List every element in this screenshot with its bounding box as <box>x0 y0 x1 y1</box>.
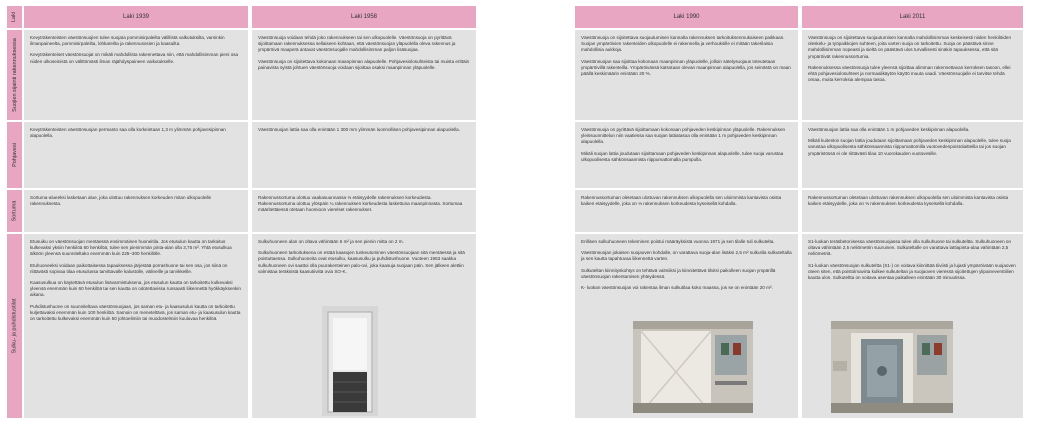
cell-2011-location: Väestönsuoja on sijoitettava suojautumisen kannalta mahdollisimman keskeisesti niiden henkilöiden oleskelu- ja työpaikkojen suhteen, joita varten suoja on tarkoitettu. Suoja on päästävä sinne mahdollisimman nopeasti ja sieltä on päästävä ulos turvallisesti sinäkin tapauksessa, että sitä ympäröivät rakennussortumia. Rakennuksessa väestönsuoja tulee yleensä sijoittaa alimman rakennettavan kerroksen tasoon, ellei ehtä pohjavesiolosuhteet ja normaalikäytön käyttö muuta vaadi. Väestönsuojalle ei tarvitse tehdä omaa, muita kerroksia alempaa tasoa. <box>802 30 1023 120</box>
cell-1939-airlock: Etusuiku on väestönsuojan mentäessä ensimmäinen huoneitila. Jos etusulun kautta on tarkoitus kulkevaksi yksiin henkilöä 60 henkilöä, tulee sen pienimmän pinta-alan olla 3,75 m². Yhtä etusulkua älköön yleensä suunniteltako enemmän kuin 225–300 henkilölle. Etuhuoneeksi voidaan paikottaisessa tapauksessa järjestää porrashuone tai sen osa, jos siinä on riittävästi sopivaa tilaa etusulussa tarvittavalle kalustolle, välineille ja tarvikkeille. Kaasusulkua on käytettävä etusulun lisävarmistuksena, jos etusulun kautta on tarkoitettu kulkevaksi yleensä enemmän kuin 60 henkilöä tai sen kautta on odotettavissa runsaasti liikennettä hyökkäyksenkin aikana. Puhdistushuone on suunniteltava väestönsuojaan, jos saman etu- ja kaasusulun kautta on tarkoitettu kuljettavaksi enemmän kuin 100 henkilöä. Samoin on meneteltävä, jos saman etu- ja kaasusulun kautta on tarkoitettu kulkevaksi enemmän kuin 50 johtoelimiin tai muodostelmiin kuuluvaa henkilöä. <box>24 234 248 418</box>
column-header-1990: Laki 1990 <box>575 6 798 28</box>
cell-2011-airlock: S1-luokan teräsbetonisessa väestönsuojassa tulee olla sulkuhuone tai sulkuteltta. Sulkuhuoneen on oltava vähintään 2,5 neliömetrin suuruinen. Sulkuteltalle on varattava lattiapinta-alaa vähintään 2,5 neliömetriä. S1-luokan väestönsuojan sulkuteltta (S1-) on voitava kiinnittää tiiviisti ja lujasti ympäröivään suojaoven oteen siten, että poistolmavirta kulkee sulkuteltan ja suojaoven vieressä sijoitettujen ylipaineventtiilien kautta ulos. Sulkuteltta on voitava asentaa paikalleen enintään 30 minuutissa. <box>802 234 1023 418</box>
photo-shelter-door-1958 <box>322 306 378 416</box>
cell-1958-location: Väestönsuoja voidaan tehdä joko rakennukseen tai sen ulkopuolelle. Väestönsuoja on pyrittävä sijoittamaan rakennuksessa sellaiseen kohtaan, että väestönsuojan yläpuolella oleva rakennus ja ympäröivä maaperä antavat väestönsuojalle mahdollisimman paljon lisäsuojaa. Väestönsuoja on sijoitettava kokonaan maanpinnan alapuolelle. Pohjavesiolosuhteista tai muista erittäin painavista syistä johtuen väestönsuoja voidaan sijoittaa osaksi maanpinnan yläpuolelle. <box>252 30 476 120</box>
photo-airlock-tent-1990 <box>633 321 753 413</box>
cell-2011-groundwater: Väestönsuojan lattia saa olla enintään 1 m pohjaveden keskipinnan alapuolella. Mikäli kuitenkin suojan lattia joudutaan sijoittamaan pohjaveden keskipinnan alapuolelle, tulee suoja varustaa ulkopuolisesta sähkönsaannista riippumattomilla vuotovedenpoistolaitteilla tai jos suojan ympäristössä ei ole riittävästi tilaa 10 vuorokauden vuotovesille. <box>802 122 1023 188</box>
cell-1958-groundwater: Väestönsuojan lattia saa olla enintään 1 300 mm ylimmän luonnollisen pohjavesipinnan alapuolella. <box>252 122 476 188</box>
row-label-airlock: Sulku- ja puhdistustilat <box>7 234 22 418</box>
row-label-groundwater: Pohjavesi <box>7 122 22 188</box>
cell-1939-groundwater: Kevyträkenteisten väestönsuojan permanto saa olla korkeintaan 1,3 m ylimmän pohjavesipinnan alapuolella. <box>24 122 248 188</box>
side-header-label: Laki <box>11 11 18 23</box>
cell-1958-airlock: Sulkuhuoneen alan on oltava vähintään 5 m² ja sen pienin mitta on 2 m. Sulkuhuoneen tarkoituksena on estää kaasujen tunkeutuminen väestönsuojaan sitä mentäessä ja sitä poistuttaessa. Sulkuhuoneita ovat etusulku, kaasusulku ja puhdistushuone. Vuoteen 1963 saakka sulkuhuoneen ovi saattoi olla puurakenteinen palo-ovi, joka kaasuja suojaan päin. Sen jälkeen alettiin valmistaa teräksistä kaasutiiviitä ovia SO-K. <box>252 234 476 418</box>
left-page <box>7 6 493 418</box>
column-header-1939: Laki 1939 <box>24 6 248 28</box>
cell-2011-collapse: Rakennussortuman oletetaan ulottuvan rakennuksen ulkopuolella sen uloimmista kantavista osista kaiken etäisyydelle, joka on ⅓ rakennuksen korkeudesta kyseisellä kohdalla. <box>802 190 1023 232</box>
cell-1939-collapse: Sortuma-alueeksi lasketaan alue, joka ulottuu rakennuksen korkeuden mitan ulkopuolelle rakennuksesta. <box>24 190 248 232</box>
cell-1990-location: Väestönsuoja on sijoitettava suojautumisen kannalta rakennuksen tarkoituksenmukaiseen paikkaan. Suojan ympäröivien rakenteiden ulkopuolelle ei rakennella ja verhouksille ei mitään takerilaisia mahdollisia aukkoja. Väestönsuojan saa sijoittaa kokonaan maanpinnan yläpuolelle, jolloin sätelysuojaus toteutetaan ympäröivillä rakenteilla. Ympäröivässä katsotaan olevan maanpinnan alapuolella, jos seinästä on maan päällä keskimäärin enintään 20 %. <box>575 30 798 120</box>
side-header <box>7 6 22 28</box>
row-label-collapse: Sortuma <box>7 190 22 232</box>
cell-1990-collapse: Rakennussortuman oletetaan ulottuvan rakennuksen ulkopuolella sen uloimmista kantavista osista kaiken etäisyydelle, joka on ⅓ rakennuksen korkeudesta kyseisellä kohdalla. <box>575 190 798 232</box>
row-label-location: Suojien sijainti rakennuksessa <box>7 30 22 120</box>
cell-1990-groundwater: Väestönsuoja on pyrittävä sijoittamaan kokonaan pohjaveden keskipinnan yläpuolelle. Rakennuksen yleissuunnittelun niin vaatiessa saa suojan lattiatasoa olla enintään 1 m pohjaveden keskipinnan alapuolella. Mikäli suojan lattia joudutaan sijoittamaan pohjaveden keskipinnan alapuolelle, tulee suoja varustaa ulkopuolisesta sähkönsaannista riippumattomalla pumpulla. <box>575 122 798 188</box>
cell-1990-airlock: Erillisen sulkuhuoneen tekeminen poistui määräyksistä vuonna 1971 ja sen tilalle tuli sulkutelta. Väestönsuojan jokaisen suojaoven kohdalle, on varattava suoja-alan lisäksi 2,5 m² sulkutila sulkuteltalla ja sen kautta tapahtuvaa liikennettä varten. Sulkuteltan kiinnityskohtys on tehtävä valmiiksi ja kiinnitettävä tilvitsi paikolleen suojan ympärillä väestönsuojan rakentamisen yhteydessä. K- luokan väestönsuojan voi rakentaa ilman sulkutilaa koko maassa, jos se on enintään 20 m². <box>575 234 798 418</box>
right-page <box>573 6 1025 418</box>
column-header-1958: Laki 1958 <box>252 6 476 28</box>
photo-shelter-door-2011 <box>831 321 953 413</box>
cell-1939-location: Kevyträkenteisten väestönsuojien tulee suojata pommisirpaleilta välillistä valkutuksilta, varsinkin ilmanpaineelta, pommisirpaleilta, lohkareilta ja rakennusosien ja kaasuilta. Kevyträkenteiset väestönsuojat on mikäli mahdollista rakennettava niin, että mahdollisimman pieni osa niiden ulkoseinistä on välittömästi ilman räjähdyspaineen vaikutukselle. <box>24 30 248 120</box>
column-header-2011: Laki 2011 <box>802 6 1023 28</box>
cell-1958-collapse: Rakennussortuma ulottuu vaakasuunnassa ⅓ etäisyydelle rakennuksen korkeudesta. Rakennussortuma ulottuu ylöspäin ¼ rakennuksen korkeudesta laskettuna maanpinnasta. Sortumaa määritettäessä otetaan huomioon vierelset rakennukset. <box>252 190 476 232</box>
